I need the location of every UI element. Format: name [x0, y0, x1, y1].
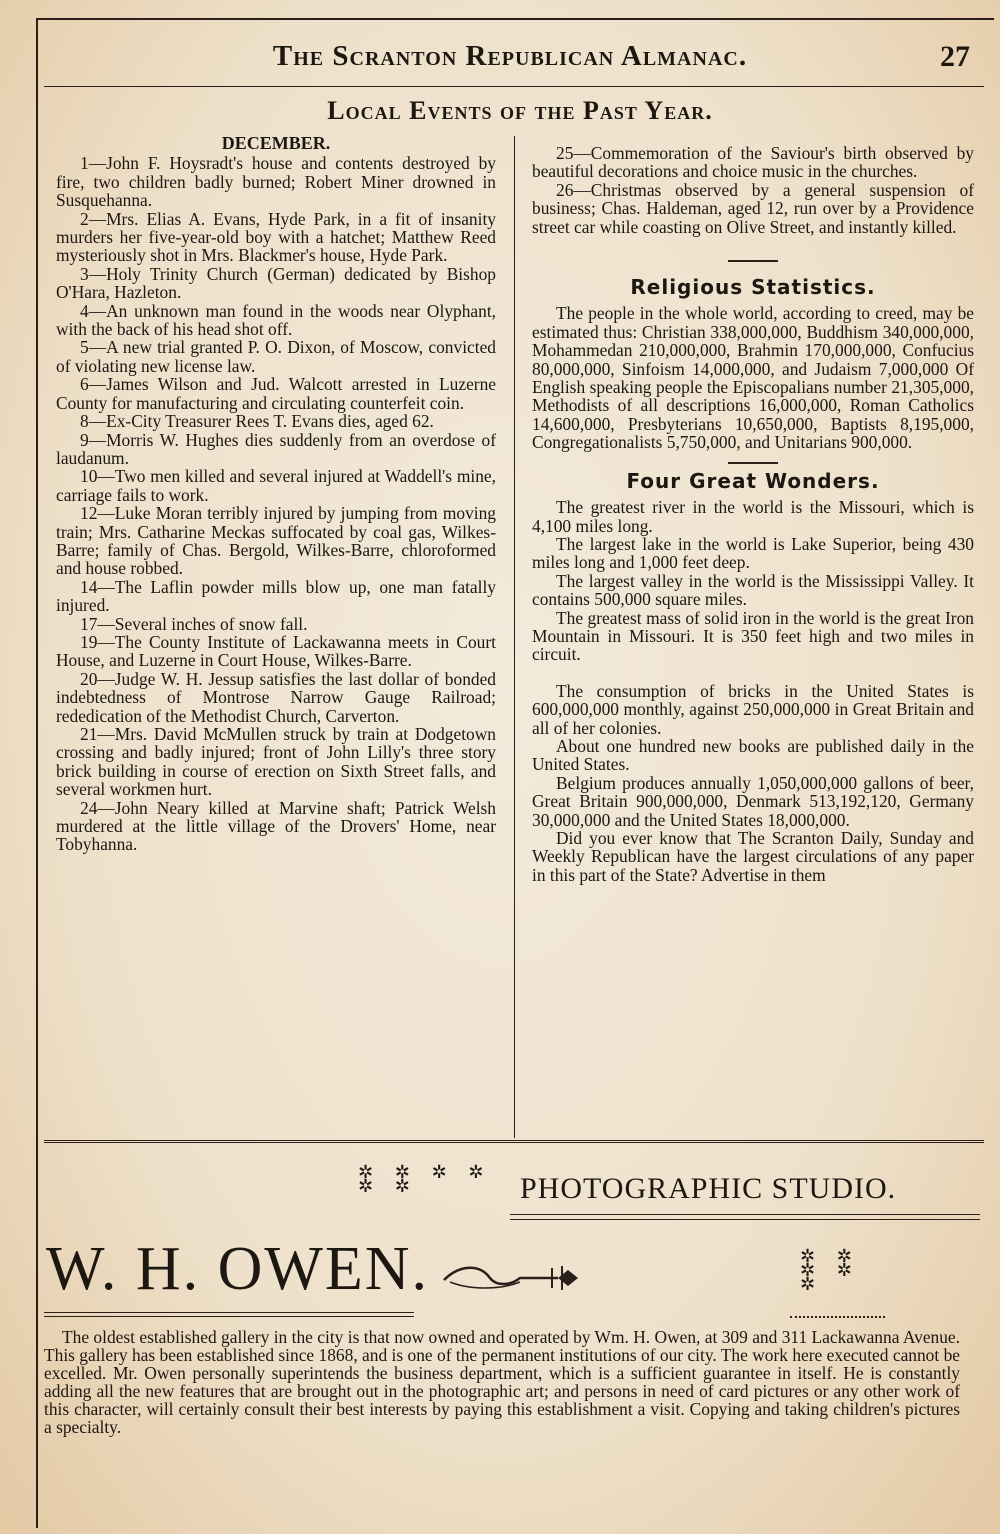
- event-entry: 4—An unknown man found in the woods near Olyphant, with the back of his head shot off.: [56, 300, 496, 340]
- event-entry: 20—Judge W. H. Jessup satisfies the last dollar of bonded indebtedness of Montrose Narrow Gauge Railroad; rededication of the Methodist Church, Carverton.: [56, 668, 496, 726]
- event-entry: 25—Commemoration of the Saviour's birth observed by beautiful decorations and choice music in the churches.: [532, 143, 974, 182]
- left-column: [56, 134, 496, 854]
- running-title: The Scranton Republican Almanac.: [272, 40, 748, 72]
- dotted-rule: [790, 1316, 885, 1318]
- misc-paragraph: The consumption of bricks in the United States is 600,000,000 monthly, against 250,000,000 in Great Britain and all of her colonies.: [532, 680, 974, 738]
- wonder-paragraph: The largest valley in the world is the Mississippi Valley. It contains 500,000 square miles.: [532, 570, 974, 610]
- four-wonders-title: Four Great Wonders.: [626, 468, 880, 493]
- right-column: [532, 144, 974, 884]
- short-rule: [728, 260, 778, 262]
- event-entry: 2—Mrs. Elias A. Evans, Hyde Park, in a fit of insanity murders her five-year-old boy with a hatchet; Matthew Reed mysteriously shot in Mrs. Blackmer's house, Hyde Park.: [56, 208, 496, 266]
- event-entry: 19—The County Institute of Lackawanna meets in Court House, and Luzerne in Court House, Wilkes-Barre.: [56, 631, 496, 671]
- studio-heading: PHOTOGRAPHIC STUDIO.: [520, 1172, 897, 1205]
- event-entry: 5—A new trial granted P. O. Dixon, of Moscow, convicted of violating new license law.: [56, 337, 496, 376]
- event-entry: 12—Luke Moran terribly injured by jumping from moving train; Mrs. Catharine Meckas suffocated by coal gas, Wilkes-Barre; family of Chas. Bergold, Wilkes-Barre, chloroformed and house robbed.: [56, 503, 496, 579]
- religious-statistics-title: Religious Statistics.: [630, 275, 876, 300]
- misc-paragraph: About one hundred new books are published daily in the United States.: [532, 735, 974, 775]
- advertisement-body: [44, 1328, 960, 1436]
- name-rule: [44, 1312, 414, 1317]
- event-entry: 9—Morris W. Hughes dies suddenly from an overdose of laudanum.: [56, 429, 496, 468]
- advertisement-text: The oldest established gallery in the city is that now owned and operated by Wm. H. Owen, at 309 and 311 Lackawanna Avenue. This gallery has been established since 1868, and is one of the permanent institutions of our city. The work here executed cannot be excelled. Mr. Owen personally superintends the business department, which is a sufficient guarantee in itself. He is constantly adding all the new features that are brought out in the photographic art; and persons in need of card pictures or any other work of this character, will certainly consult their best interests by paying this establishment a visit. Copying and taking children's pictures a specialty.: [44, 1327, 960, 1437]
- wonder-paragraph: The greatest river in the world is the Missouri, which is 4,100 miles long.: [532, 497, 974, 536]
- event-entry: 17—Several inches of snow fall.: [80, 613, 308, 634]
- wonder-paragraph: The largest lake in the world is Lake Superior, being 430 miles long and 1,000 feet deep.: [532, 533, 974, 573]
- page-number: 27: [940, 40, 970, 73]
- misc-paragraph: Belgium produces annually 1,050,000,000 gallons of beer, Great Britain 900,000,000, Denmark 513,192,120, Germany 30,000,000 and the United States 18,000,000.: [532, 772, 974, 830]
- event-entry: 14—The Laflin powder mills blow up, one man fatally injured.: [56, 576, 496, 616]
- religious-statistics-text: The people in the whole world, according to creed, may be estimated thus: Christian 338,000,000, Buddhism 340,000,000, Mohammedan 210,000,000, Brahmin 170,000,000, Confucius 80,000,000, Sinfoism 14,000,000, and Judaism 7,000,000 Of English speaking people the Episcopalians number 21,305,000, Methodists of all descriptions 16,000,000, Roman Catholics 14,600,000, Presbyterians 10,650,000, Baptists 8,195,000, Congregationalists 5,750,000, and Unitarians 900,000.: [532, 303, 974, 453]
- event-entry: 1—John F. Hoysradt's house and contents destroyed by fire, two children badly burned; Robert Miner drowned in Susquehanna.: [56, 153, 496, 211]
- month-heading: DECEMBER.: [221, 133, 331, 153]
- event-entry: 10—Two men killed and several injured at Waddell's mine, carriage fails to work.: [56, 466, 496, 505]
- advertiser-name: W. H. OWEN.: [46, 1235, 430, 1303]
- section-title: Local Events of the Past Year.: [327, 96, 713, 125]
- event-entry: 24—John Neary killed at Marvine shaft; Patrick Welsh murdered at the little village of the Drovers' Home, near Tobyhanna.: [56, 797, 496, 855]
- short-rule: [728, 462, 778, 464]
- spacer: [532, 664, 974, 682]
- star-ornament-icon: ✲ ✲ ✲ ✲ ✲ ✲: [358, 1162, 492, 1197]
- event-entry: 8—Ex-City Treasurer Rees T. Evans dies, aged 62.: [80, 411, 434, 432]
- header-rule: [44, 86, 984, 87]
- event-entry: 3—Holy Trinity Church (German) dedicated by Bishop O'Hara, Hazleton.: [56, 263, 496, 303]
- event-entry: 26—Christmas observed by a general suspension of business; Chas. Haldeman, aged 12, run over by a Providence street car while coasting on Olive Street, and instantly killed.: [532, 179, 974, 237]
- wonder-paragraph: The greatest mass of solid iron in the world is the great Iron Mountain in Missouri. It is 350 feet high and two miles in circuit.: [532, 607, 974, 665]
- event-entry: 6—James Wilson and Jud. Walcott arrested in Luzerne County for manufacturing and circulating counterfeit coin.: [56, 374, 496, 413]
- studio-rule: [510, 1214, 980, 1220]
- flourish-ornament-icon: [440, 1258, 580, 1298]
- advertisement-divider: [44, 1140, 984, 1143]
- misc-paragraph: Did you ever know that The Scranton Daily, Sunday and Weekly Republican have the largest circulations of any paper in this part of the State? Advertise in them: [532, 828, 974, 885]
- column-divider: [514, 136, 515, 1138]
- star-ornament-icon: ✲ ✲ ✲ ✲ ✲: [800, 1246, 860, 1295]
- event-entry: 21—Mrs. David McMullen struck by train at Dodgetown crossing and badly injured; front of John Lilly's three story brick building in course of erection on Sixth Street falls, and several workmen hurt.: [56, 724, 496, 800]
